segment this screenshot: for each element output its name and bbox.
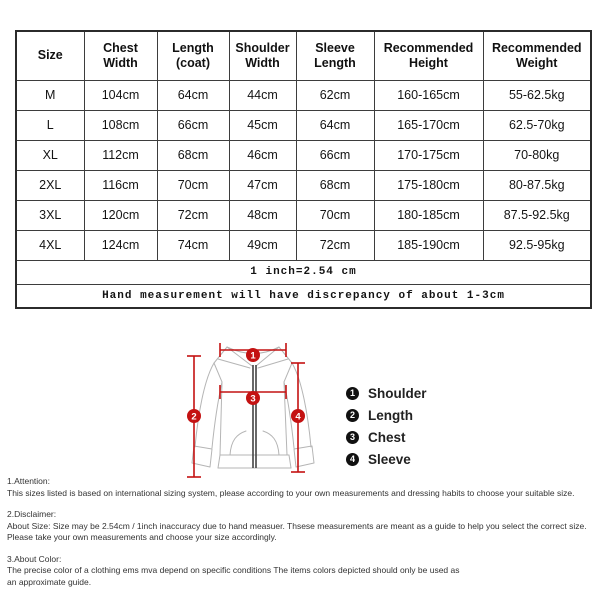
table-cell: 49cm xyxy=(229,230,296,260)
table-cell: 92.5-95kg xyxy=(483,230,591,260)
column-header: Recommended Height xyxy=(374,31,483,80)
table-cell: 108cm xyxy=(84,110,157,140)
table-cell: 185-190cm xyxy=(374,230,483,260)
column-header: Shoulder Width xyxy=(229,31,296,80)
table-cell: 66cm xyxy=(157,110,229,140)
note-line: This sizes listed is based on international sizing system, please according to your own measurements and dressing habits to choose your suitable size. xyxy=(7,487,575,498)
jacket-measurement-diagram xyxy=(168,335,345,482)
table-cell: 68cm xyxy=(296,170,374,200)
circled-number-icon: 1 xyxy=(346,387,359,400)
table-row xyxy=(16,80,591,110)
legend-label: Shoulder xyxy=(368,385,427,401)
dimension-lines xyxy=(187,343,305,477)
legend-label: Length xyxy=(368,407,413,423)
note-heading: 1.Attention: xyxy=(7,476,51,486)
table-cell: 72cm xyxy=(296,230,374,260)
table-cell: 70cm xyxy=(157,170,229,200)
note-heading: 3.About Color: xyxy=(7,553,62,564)
chest-point-number: 3 xyxy=(250,393,256,405)
table-cell: 80-87.5kg xyxy=(483,170,591,200)
length-point-number: 2 xyxy=(191,411,197,423)
size-table-header-row xyxy=(16,31,591,80)
sleeve-point-number: 4 xyxy=(295,411,301,423)
table-cell: 116cm xyxy=(84,170,157,200)
table-cell: 3XL xyxy=(16,200,84,230)
legend-item-chest xyxy=(346,426,427,448)
table-cell: 68cm xyxy=(157,140,229,170)
about-color-note xyxy=(7,554,597,589)
table-cell: XL xyxy=(16,140,84,170)
table-cell: 72cm xyxy=(157,200,229,230)
table-cell: 104cm xyxy=(84,80,157,110)
column-header: Size xyxy=(16,31,84,80)
table-cell: 87.5-92.5kg xyxy=(483,200,591,230)
table-cell: M xyxy=(16,80,84,110)
table-cell: 70cm xyxy=(296,200,374,230)
table-cell: 64cm xyxy=(157,80,229,110)
table-cell: L xyxy=(16,110,84,140)
circled-number-icon: 4 xyxy=(346,453,359,466)
table-cell: 48cm xyxy=(229,200,296,230)
table-cell: 70-80kg xyxy=(483,140,591,170)
table-cell: 112cm xyxy=(84,140,157,170)
table-cell: 47cm xyxy=(229,170,296,200)
table-cell: 64cm xyxy=(296,110,374,140)
table-footer-row-inch xyxy=(16,260,591,284)
note-heading: 2.Disclaimer: xyxy=(7,509,57,519)
note-line: The precise color of a clothing ems mva depend on specific conditions The items colors depicted should only be used as xyxy=(7,565,460,575)
table-row xyxy=(16,200,591,230)
measurement-discrepancy-note: Hand measurement will have discrepancy of about 1-3cm xyxy=(16,284,591,308)
table-cell: 74cm xyxy=(157,230,229,260)
note-line: About Size: Size may be 2.54cm / 1inch inaccuracy due to hand measuer. Thsese measurements are meant as a guide to help you select the correct size. xyxy=(7,520,587,531)
measurement-legend xyxy=(346,382,427,470)
column-header: Length (coat) xyxy=(157,31,229,80)
table-row xyxy=(16,140,591,170)
table-cell: 124cm xyxy=(84,230,157,260)
inch-conversion-note: 1 inch=2.54 cm xyxy=(16,260,591,284)
table-row xyxy=(16,110,591,140)
table-footer-row-discrepancy xyxy=(16,284,591,308)
shoulder-point-number: 1 xyxy=(250,350,256,362)
table-cell: 120cm xyxy=(84,200,157,230)
legend-label: Sleeve xyxy=(368,451,411,467)
legend-label: Chest xyxy=(368,429,406,445)
column-header: Sleeve Length xyxy=(296,31,374,80)
table-row xyxy=(16,170,591,200)
legend-item-shoulder xyxy=(346,382,427,404)
column-header: Recommended Weight xyxy=(483,31,591,80)
size-table xyxy=(15,30,592,309)
column-header: Chest Width xyxy=(84,31,157,80)
table-cell: 62.5-70kg xyxy=(483,110,591,140)
attention-note xyxy=(7,476,597,499)
note-line: Please take your own measurements and choose your size accordingly. xyxy=(7,532,277,542)
table-cell: 45cm xyxy=(229,110,296,140)
circled-number-icon: 2 xyxy=(346,409,359,422)
table-cell: 66cm xyxy=(296,140,374,170)
table-cell: 62cm xyxy=(296,80,374,110)
circled-number-icon: 3 xyxy=(346,431,359,444)
table-cell: 4XL xyxy=(16,230,84,260)
table-cell: 55-62.5kg xyxy=(483,80,591,110)
table-cell: 46cm xyxy=(229,140,296,170)
table-row xyxy=(16,230,591,260)
size-table-body xyxy=(16,80,591,260)
table-cell: 2XL xyxy=(16,170,84,200)
table-cell: 165-170cm xyxy=(374,110,483,140)
legend-item-length xyxy=(346,404,427,426)
zipper-icon xyxy=(253,365,256,468)
table-cell: 160-165cm xyxy=(374,80,483,110)
note-line: an approximate guide. xyxy=(7,576,92,587)
disclaimer-note xyxy=(7,509,597,544)
legend-item-sleeve xyxy=(346,448,427,470)
table-cell: 180-185cm xyxy=(374,200,483,230)
table-cell: 175-180cm xyxy=(374,170,483,200)
table-cell: 170-175cm xyxy=(374,140,483,170)
table-cell: 44cm xyxy=(229,80,296,110)
notes-section xyxy=(7,476,597,598)
